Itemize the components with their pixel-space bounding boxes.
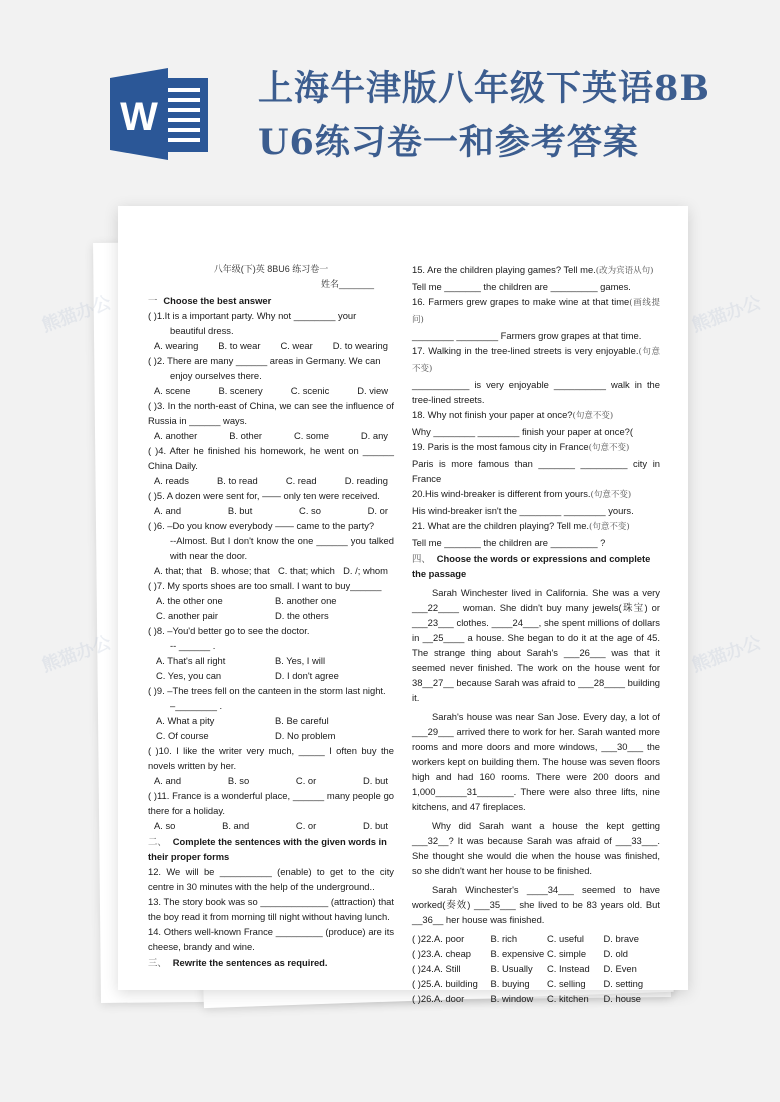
answer-option: A. so: [154, 820, 176, 831]
section-heading: 四、 Choose the words or expressions and complete the passage: [412, 553, 651, 579]
answer-option: B. and: [222, 820, 250, 831]
answer-option: D. I don't agree: [275, 670, 339, 681]
answer-options: [148, 713, 394, 743]
question-stem: ( )9. –The trees fell on the canteen in the storm last night.: [148, 685, 386, 696]
answer-options: [148, 338, 394, 353]
answer-option: C. that; which: [278, 565, 335, 576]
right-column: [412, 262, 660, 1006]
worksheet-heading: 八年级(下)英 8BU6 练习卷一: [213, 264, 329, 274]
question-stem: ( )6. –Do you know everybody —— came to the party?: [148, 520, 375, 531]
answer-option: A. door: [434, 993, 465, 1004]
rewrite-instruction: (句意不变): [572, 411, 614, 421]
answer-option: A. cheap: [434, 948, 472, 959]
answer-option: B. but: [227, 505, 253, 516]
rewrite-instruction: (句意不变): [412, 347, 660, 374]
question-number: ( )24.: [412, 963, 434, 974]
answer-option: B. other: [229, 430, 263, 441]
answer-option: D. the others: [275, 610, 329, 621]
answer-option: B. to read: [217, 475, 258, 486]
question-number: ( )22.: [412, 933, 434, 944]
rewrite-answer-line: Why ________ ________ finish your paper at once?(: [412, 426, 633, 437]
answer-option: D. to wearing: [332, 340, 388, 351]
rewrite-question: [412, 407, 660, 424]
rewrite-prompt: 16. Farmers grew grapes to make wine at that time: [412, 296, 630, 307]
answer-option: D. brave: [603, 933, 639, 944]
rewrite-answer-line: Paris is more famous than _______ _________ city in France: [412, 458, 660, 484]
rewrite-prompt: 15. Are the children playing games? Tell me.: [412, 264, 596, 275]
answer-options: [148, 383, 394, 398]
answer-option: D. house: [603, 993, 642, 1004]
answer-options: [148, 818, 394, 833]
answer-option: D. or: [367, 505, 388, 516]
rewrite-list: [412, 262, 660, 550]
watermark: 熊猫办公: [689, 292, 764, 336]
answer-option: A. reads: [154, 475, 189, 486]
answer-option: D. view: [357, 385, 388, 396]
rewrite-instruction: (句意不变): [589, 522, 630, 532]
reading-passage: [412, 585, 660, 927]
answer-option: B. buying: [490, 978, 530, 989]
rewrite-answer-line: Tell me _______ the children are _________ games.: [412, 281, 631, 292]
answer-option: B. so: [227, 775, 250, 786]
rewrite-prompt: 17. Walking in the tree-lined streets is very enjoyable.: [412, 345, 639, 356]
cloze-option-row: [412, 991, 660, 1006]
answer-option: C. kitchen: [547, 993, 589, 1004]
answer-option: A. What a pity: [156, 715, 215, 726]
answer-option: C. selling: [547, 978, 586, 989]
answer-option: D. reading: [344, 475, 388, 486]
rewrite-answer-line: ________ ________ Farmers grow grapes at that time.: [412, 330, 642, 341]
rewrite-instruction: (改为宾语从句): [595, 266, 654, 276]
answer-option: A. Still: [434, 963, 461, 974]
answer-option: B. window: [490, 993, 534, 1004]
word-document-icon: [110, 68, 210, 160]
rewrite-answer-line: ___________ is very enjoyable __________ walk in the tree-lined streets.: [412, 379, 660, 405]
fill-in-sentence: 12. We will be __________ (enable) to get to the city centre in 30 minutes with the help of the underground..: [148, 866, 394, 892]
answer-option: A. That's all right: [156, 655, 226, 666]
answer-option: D. No problem: [275, 730, 336, 741]
question-number: ( )25.: [412, 978, 434, 989]
answer-option: C. another pair: [156, 610, 219, 621]
answer-option: C. read: [285, 475, 317, 486]
cloze-options-list: [412, 931, 660, 1006]
rewrite-prompt: 20.His wind-breaker is different from yours.: [412, 488, 591, 499]
passage-paragraph: Sarah Winchester's ____34___ seemed to have worked(奏效) ___35___ she lived to be 83 years old. But __36__ her house was finished.: [412, 884, 660, 925]
rewrite-instruction: (句意不变): [588, 443, 630, 453]
left-column: [148, 262, 394, 970]
name-field-label: 姓名_______: [320, 279, 374, 289]
question-number: ( )26.: [412, 993, 434, 1004]
answer-option: A. that; that: [154, 565, 202, 576]
question-stem: ( )2. There are many ______ areas in Germany. We can: [148, 355, 381, 366]
question-stem: ( )11. France is a wonderful place, ______ many people go there for a holiday.: [148, 790, 394, 816]
answer-option: C. or: [295, 775, 317, 786]
svg-text:W: W: [120, 95, 158, 139]
question-stem: ( )3. In the north-east of China, we can see the influence of Russia in ______ ways.: [148, 400, 394, 426]
answer-option: D. /; whom: [343, 565, 388, 576]
rewrite-instruction: (句意不变): [590, 490, 632, 500]
rewrite-prompt: 19. Paris is the most famous city in France: [412, 441, 589, 452]
question-stem: ( )7. My sports shoes are too small. I want to buy______: [148, 580, 382, 591]
section-heading: 二、 Complete the sentences with the given words in their proper forms: [148, 836, 387, 862]
answer-option: B. expensive: [490, 948, 545, 959]
rewrite-prompt: 18. Why not finish your paper at once?: [412, 409, 573, 420]
answer-option: C. simple: [547, 948, 587, 959]
answer-option: D. Even: [603, 963, 637, 974]
passage-paragraph: Sarah's house was near San Jose. Every day, a lot of ___29___ arrived there to work for her. Sarah wanted more rooms and more doors and more windows, ___30___ the workers kept on building them. The house was seven floors high and had 160 rooms. There were 200 doors and 1,000______31_______. There were also three lifts, nine kitchens, and 47 fireplaces.: [412, 711, 660, 812]
answer-option: B. another one: [275, 595, 337, 606]
page-header: [0, 0, 780, 200]
question-stem: ( )10. I like the writer very much, _____ I often buy the novels written by her.: [148, 745, 394, 771]
answer-option: A. wearing: [154, 340, 199, 351]
passage-paragraph: Sarah Winchester lived in California. She was a very ___22____ woman. She didn't buy many jewels(珠宝) or ___23___ clothes. ____24___, she spent millions of dollars in __25____ a house. She began to do it at the age of 45. The strange thing about Sarah's ___26___ was that it seemed never finished. The work on the house went for 38__27__ because Sarah was afraid to ___28____ building it.: [412, 587, 660, 703]
answer-option: C. Yes, you can: [156, 670, 222, 681]
answer-option: B. Yes, I will: [275, 655, 326, 666]
rewrite-question: [412, 294, 660, 328]
answer-option: C. so: [299, 505, 321, 516]
answer-option: C. Instead: [547, 963, 590, 974]
answer-option: B. rich: [490, 933, 518, 944]
answer-option: D. but: [362, 775, 388, 786]
answer-option: C. Of course: [156, 730, 209, 741]
rewrite-question: [412, 262, 660, 279]
question-stem: ( )4. After he finished his homework, he went on ______ China Daily.: [148, 445, 394, 471]
answer-option: A. scene: [154, 385, 191, 396]
question-continuation: -- ______ .: [170, 640, 216, 651]
answer-options: [148, 653, 394, 683]
answer-options: [148, 503, 394, 518]
passage-paragraph: Why did Sarah want a house the kept getting ___32__? It was because Sarah was afraid of ___33___. She thought she would die when the house was finished, so she didn't want her house to be finished.: [412, 820, 660, 876]
answer-option: C. some: [294, 430, 329, 441]
answer-options: [148, 473, 394, 488]
page-title: 上海牛津版八年级下英语8B U6练习卷一和参考答案: [258, 68, 710, 163]
cloze-option-row: [412, 946, 660, 961]
question-number: ( )23.: [412, 948, 434, 959]
answer-option: C. useful: [547, 933, 584, 944]
multiple-choice-list: [148, 308, 394, 833]
answer-option: D. any: [360, 430, 388, 441]
answer-option: B. scenery: [218, 385, 263, 396]
answer-option: A. poor: [434, 933, 465, 944]
question-continuation: –________ .: [170, 700, 223, 711]
answer-option: A. another: [154, 430, 198, 441]
rewrite-question: [412, 439, 660, 456]
answer-option: B. to wear: [218, 340, 261, 351]
answer-option: D. but: [362, 820, 388, 831]
watermark: 熊猫办公: [39, 632, 114, 676]
cloze-option-row: [412, 931, 660, 946]
question-stem: ( )1.It is a important party. Why not ________ your: [148, 310, 357, 321]
answer-option: D. old: [603, 948, 628, 959]
answer-option: A. building: [434, 978, 478, 989]
cloze-option-row: [412, 976, 660, 991]
answer-option: B. Usually: [490, 963, 533, 974]
fill-in-sentence: 13. The story book was so _____________ (attraction) that the boy read it from morning till night without having lunch.: [148, 896, 394, 922]
answer-option: C. scenic: [290, 385, 330, 396]
answer-option: C. or: [295, 820, 317, 831]
question-stem: ( )8. –You'd better go to see the doctor.: [148, 625, 310, 636]
question-continuation: enjoy ourselves there.: [170, 370, 262, 381]
rewrite-instruction: (画线提问): [412, 298, 660, 325]
rewrite-question: [412, 486, 660, 503]
question-stem: ( )5. A dozen were sent for, —— only ten were received.: [148, 490, 380, 501]
section-heading: 一 Choose the best answer: [148, 295, 272, 306]
rewrite-question: [412, 343, 660, 377]
answer-option: A. and: [154, 775, 182, 786]
answer-option: B. whose; that: [210, 565, 270, 576]
watermark: 熊猫办公: [689, 632, 764, 676]
answer-option: D. setting: [603, 978, 644, 989]
answer-options: [148, 428, 394, 443]
question-continuation: --Almost. But I don't know the one ______ you talked with near the door.: [170, 535, 394, 561]
worksheet-page: [118, 206, 688, 1004]
rewrite-answer-line: His wind-breaker isn't the ________ ________ yours.: [412, 505, 634, 516]
answer-options: [148, 773, 394, 788]
cloze-option-row: [412, 961, 660, 976]
answer-option: A. and: [154, 505, 182, 516]
answer-options: [148, 593, 394, 623]
answer-option: B. Be careful: [275, 715, 329, 726]
section-heading: 三、 Rewrite the sentences as required.: [148, 957, 328, 968]
answer-options: [148, 563, 394, 578]
question-continuation: beautiful dress.: [170, 325, 234, 336]
rewrite-question: [412, 518, 660, 535]
answer-option: A. the other one: [156, 595, 223, 606]
fill-in-sentence: 14. Others well-known France _________ (produce) are its cheese, brandy and wine.: [148, 926, 394, 952]
fill-in-list: [148, 864, 394, 954]
answer-option: C. wear: [280, 340, 313, 351]
rewrite-answer-line: Tell me _______ the children are _________ ?: [412, 537, 606, 548]
rewrite-prompt: 21. What are the children playing? Tell me.: [412, 520, 590, 531]
watermark: 熊猫办公: [39, 292, 114, 336]
